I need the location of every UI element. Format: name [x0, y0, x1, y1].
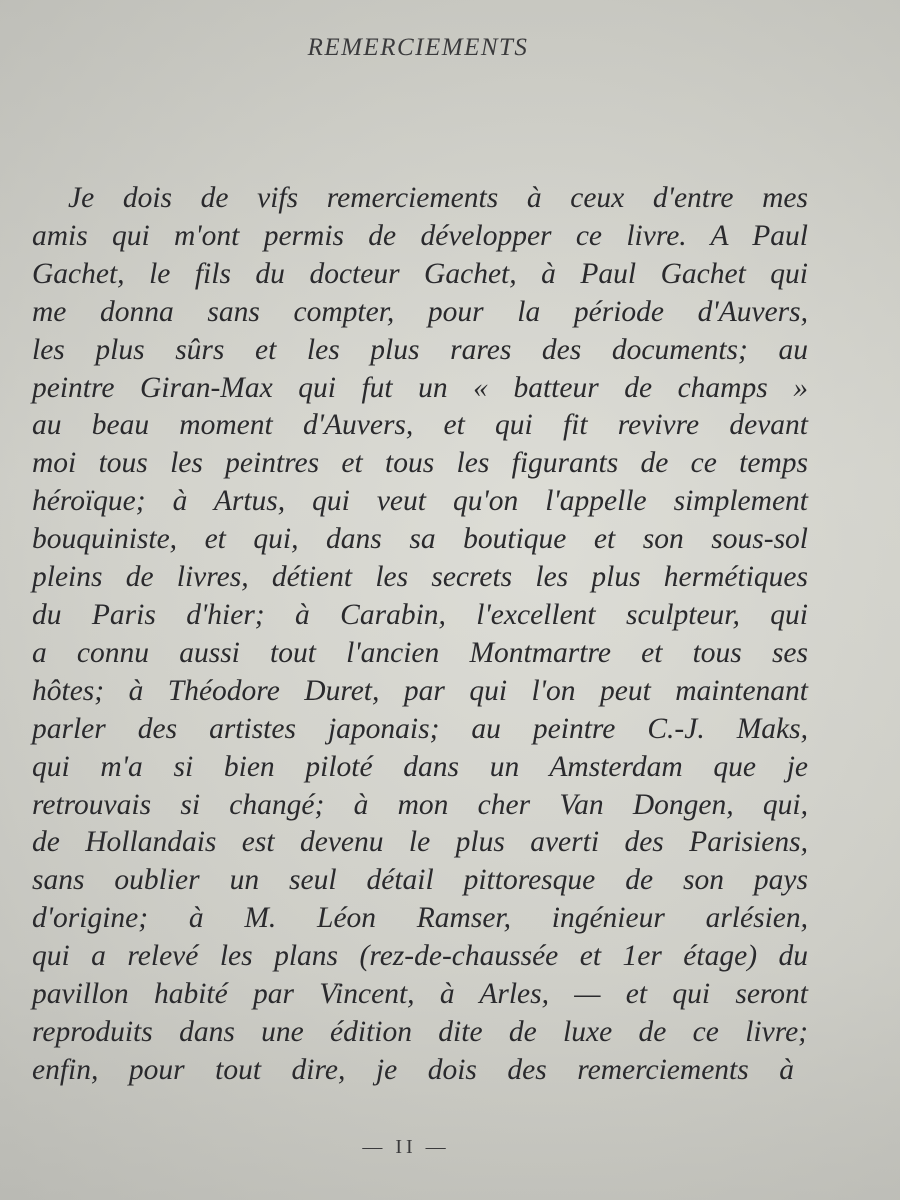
text-line: qui m'a si bien piloté dans un Amsterdam que je	[32, 750, 808, 783]
text-line: parler des artistes japonais; au peintre C.-J. Maks,	[32, 712, 808, 745]
text-line: d'origine; à M. Léon Ramser, ingénieur arlésien,	[32, 902, 808, 935]
text-line: qui a relevé les plans (rez-de-chaussée et 1er étage) du	[32, 940, 808, 973]
text-line: Je dois de vifs remerciements à ceux d'entre mes	[68, 182, 808, 214]
text-line: a connu aussi tout l'ancien Montmartre et tous ses	[32, 636, 808, 669]
text-line: sans oublier un seul détail pittoresque de son pays	[32, 864, 808, 897]
text-line: au beau moment d'Auvers, et qui fit revivre devant	[32, 409, 808, 442]
text-line: me donna sans compter, pour la période d'Auvers,	[32, 295, 808, 328]
text-line: enfin, pour tout dire, je dois des remerciements à	[32, 1053, 794, 1086]
running-title: REMERCIEMENTS	[307, 34, 529, 61]
text-line: pavillon habité par Vincent, à Arles, — et qui seront	[32, 978, 808, 1011]
text-line: retrouvais si changé; à mon cher Van Dongen, qui,	[32, 788, 808, 821]
text-line: moi tous les peintres et tous les figurants de ce temps	[32, 447, 808, 480]
text-line: de Hollandais est devenu le plus averti des Parisiens,	[32, 826, 808, 859]
text-line: reproduits dans une édition dite de luxe de ce livre;	[32, 1015, 808, 1048]
text-line: amis qui m'ont permis de développer ce livre. A Paul	[32, 219, 808, 252]
text-line: Gachet, le fils du docteur Gachet, à Paul Gachet qui	[32, 257, 808, 290]
page-number: — II —	[362, 1136, 450, 1158]
text-line: pleins de livres, détient les secrets les plus hermétiques	[32, 561, 808, 594]
text-line: peintre Giran-Max qui fut un « batteur de champs »	[32, 371, 808, 404]
body-paragraph	[32, 180, 812, 1090]
text-line: du Paris d'hier; à Carabin, l'excellent sculpteur, qui	[32, 598, 808, 631]
text-line: héroïque; à Artus, qui veut qu'on l'appelle simplement	[32, 485, 808, 518]
text-line: les plus sûrs et les plus rares des documents; au	[32, 333, 808, 366]
text-line: hôtes; à Théodore Duret, par qui l'on peut maintenant	[32, 674, 808, 707]
text-line: bouquiniste, et qui, dans sa boutique et son sous-sol	[32, 523, 808, 556]
